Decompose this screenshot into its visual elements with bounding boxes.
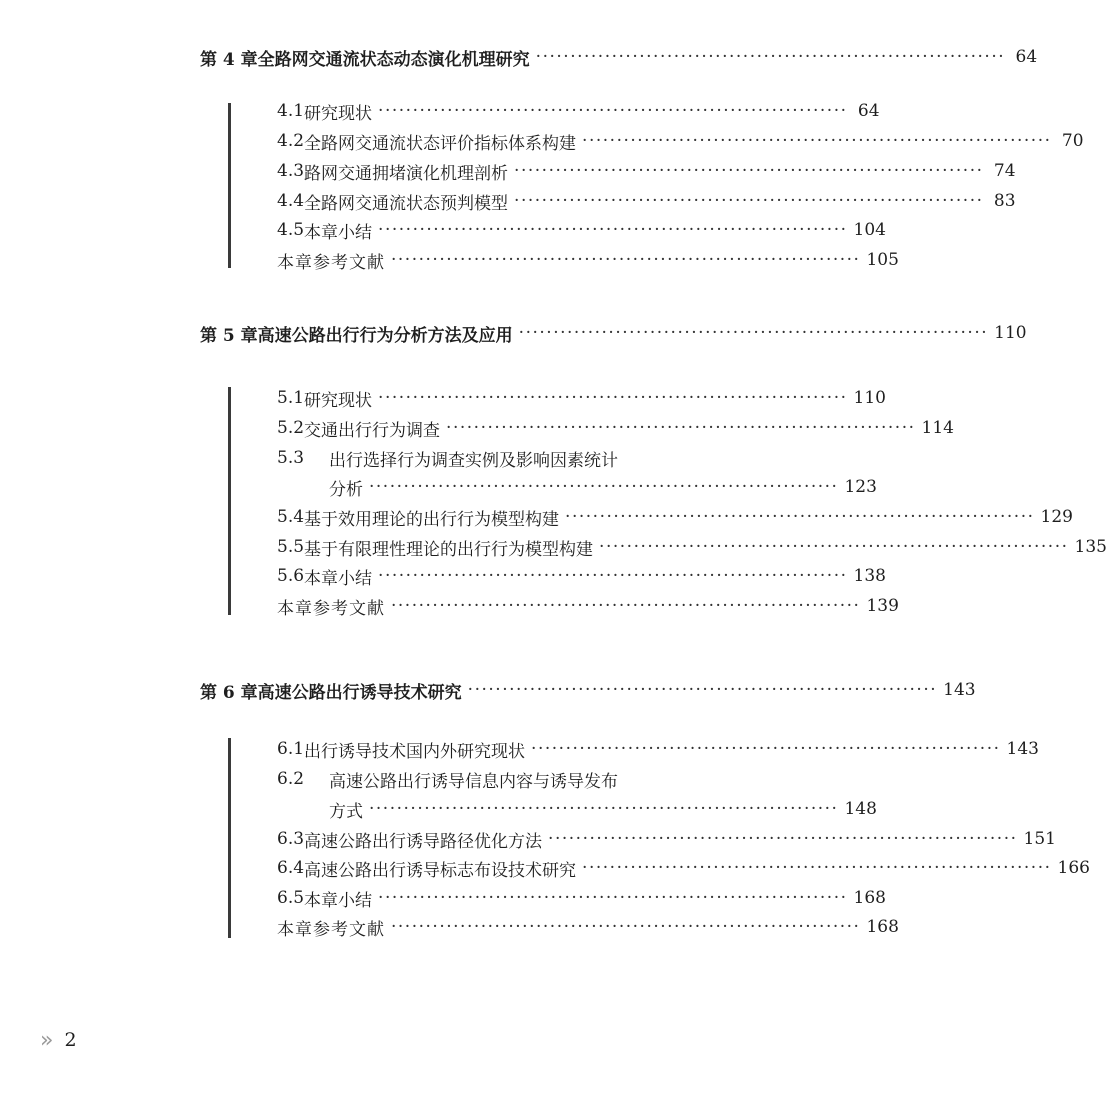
- page-number: 143: [943, 680, 976, 700]
- section-number: 4.5: [277, 220, 305, 240]
- section-number: 5.6: [277, 566, 305, 586]
- toc-entry-continuation[interactable]: [329, 472, 877, 502]
- references-title: 本章参考文献: [277, 252, 385, 273]
- toc-entry[interactable]: [277, 186, 1016, 216]
- leader-dots: ····································································: [391, 250, 861, 270]
- page-number: 139: [866, 596, 899, 616]
- section-number: 6.5: [277, 888, 305, 908]
- toc-entry[interactable]: [277, 156, 1016, 186]
- section-number: 5.5: [277, 537, 305, 557]
- leader-dots: ····································································: [565, 507, 1035, 527]
- toc-entry-references[interactable]: [277, 591, 899, 621]
- section-title: 研究现状: [304, 390, 373, 411]
- toc-entry-first-line[interactable]: [277, 443, 733, 473]
- leader-dots: ····································································: [467, 680, 938, 700]
- toc-entry-first-line[interactable]: [277, 764, 733, 794]
- section-title: 全路网交通流状态评价指标体系构建: [304, 133, 577, 154]
- leader-dots: ····································································: [514, 161, 984, 181]
- chapter-title: 高速公路出行诱导技术研究: [257, 682, 462, 703]
- page-number: 105: [866, 250, 899, 270]
- section-number: 4.4: [277, 191, 305, 211]
- toc-entry[interactable]: [277, 734, 1039, 764]
- section-title: 全路网交通流状态预判模型: [304, 193, 509, 214]
- page-number: 148: [844, 799, 877, 819]
- toc-entry[interactable]: [277, 824, 1056, 854]
- leader-dots: ····································································: [518, 323, 989, 343]
- leader-dots: ····································································: [582, 858, 1052, 878]
- leader-dots: ····································································: [582, 131, 1052, 151]
- toc-entry[interactable]: [277, 561, 886, 591]
- section-title: 研究现状: [304, 103, 373, 124]
- section-number: 5.4: [277, 507, 305, 527]
- section-bar: [228, 103, 231, 268]
- chapter-heading[interactable]: [200, 675, 976, 705]
- section-title: 出行诱导技术国内外研究现状: [304, 741, 526, 762]
- page-number: 83: [993, 191, 1016, 211]
- section-number: 5.2: [277, 418, 305, 438]
- toc-entry[interactable]: [277, 502, 1073, 532]
- page-number: 110: [994, 323, 1027, 343]
- section-number: 4.1: [277, 101, 305, 121]
- section-title: 路网交通拥堵演化机理剖析: [304, 163, 509, 184]
- section-bar: [228, 738, 231, 938]
- chapter-heading[interactable]: [200, 42, 1038, 72]
- page-number: 168: [853, 888, 886, 908]
- references-title: 本章参考文献: [277, 598, 385, 619]
- page-number: 64: [1015, 47, 1038, 67]
- page-number: 143: [1006, 739, 1039, 759]
- section-number: 6.3: [277, 829, 305, 849]
- section-title: 高速公路出行诱导路径优化方法: [304, 831, 543, 852]
- page-number: 123: [844, 477, 877, 497]
- page-number: 70: [1061, 131, 1084, 151]
- toc-entry[interactable]: [277, 853, 1090, 883]
- leader-dots: ····································································: [599, 537, 1069, 557]
- chapter-title: 高速公路出行行为分析方法及应用: [257, 325, 513, 346]
- page-number: 151: [1023, 829, 1056, 849]
- toc-entry-references[interactable]: [277, 245, 899, 275]
- page-number: 135: [1074, 537, 1107, 557]
- chapter-title: 全路网交通流状态动态演化机理研究: [257, 49, 530, 70]
- leader-dots: ····································································: [369, 799, 839, 819]
- page-footer: [40, 1024, 77, 1056]
- toc-entry[interactable]: [277, 413, 954, 443]
- leader-dots: ····································································: [369, 477, 839, 497]
- section-number: 4.3: [277, 161, 305, 181]
- section-title: 出行选择行为调查实例及影响因素统计: [329, 450, 618, 471]
- toc-entry[interactable]: [277, 383, 886, 413]
- section-title: 本章小结: [304, 568, 373, 589]
- leader-dots: ····································································: [378, 220, 848, 240]
- section-title: 基于有限理性理论的出行行为模型构建: [304, 539, 594, 560]
- chapter-number: 第 6 章: [200, 682, 258, 703]
- section-number: 5.1: [277, 388, 305, 408]
- section-number: 6.1: [277, 739, 305, 759]
- page-number: 168: [866, 917, 899, 937]
- section-title: 本章小结: [304, 222, 373, 243]
- page-number: 104: [853, 220, 886, 240]
- toc-entry[interactable]: [277, 96, 880, 126]
- leader-dots: ····································································: [378, 888, 848, 908]
- section-title-continued: 分析: [329, 479, 363, 500]
- leader-dots: ····································································: [391, 917, 861, 937]
- section-title: 高速公路出行诱导信息内容与诱导发布: [329, 771, 618, 792]
- leader-dots: ····································································: [378, 388, 848, 408]
- section-title: 交通出行行为调查: [304, 420, 441, 441]
- section-number: 4.2: [277, 131, 305, 151]
- page-number: 74: [993, 161, 1016, 181]
- chapter-number: 第 5 章: [200, 325, 258, 346]
- references-title: 本章参考文献: [277, 919, 385, 940]
- leader-dots: ····································································: [548, 829, 1018, 849]
- leader-dots: ····································································: [378, 101, 848, 121]
- double-chevron-right-icon: »: [40, 1027, 51, 1053]
- section-title: 基于效用理论的出行行为模型构建: [304, 509, 560, 530]
- chapter-heading[interactable]: [200, 318, 1027, 348]
- leader-dots: ····································································: [391, 596, 861, 616]
- page-number: 114: [921, 418, 954, 438]
- leader-dots: ····································································: [446, 418, 916, 438]
- section-bar: [228, 387, 231, 615]
- leader-dots: ····································································: [378, 566, 848, 586]
- page-number: 110: [853, 388, 886, 408]
- toc-entry-continuation[interactable]: [329, 794, 877, 824]
- leader-dots: ····································································: [514, 191, 984, 211]
- page-number: 138: [853, 566, 886, 586]
- section-title-continued: 方式: [329, 801, 363, 822]
- toc-entry[interactable]: [277, 883, 886, 913]
- page-number: 166: [1057, 858, 1090, 878]
- page-number: 129: [1040, 507, 1073, 527]
- toc-entry[interactable]: [277, 126, 1084, 156]
- section-title: 本章小结: [304, 890, 373, 911]
- section-title: 高速公路出行诱导标志布设技术研究: [304, 860, 577, 881]
- page-number: 64: [857, 101, 880, 121]
- toc-entry[interactable]: [277, 532, 1107, 562]
- folio-page-number: 2: [64, 1029, 77, 1051]
- toc-entry-references[interactable]: [277, 912, 899, 942]
- leader-dots: ····································································: [531, 739, 1001, 759]
- section-number: 5.3: [277, 448, 305, 468]
- section-number: 6.2: [277, 769, 305, 789]
- toc-entry[interactable]: [277, 215, 886, 245]
- chapter-number: 第 4 章: [200, 49, 258, 70]
- leader-dots: ····································································: [535, 47, 1006, 67]
- section-number: 6.4: [277, 858, 305, 878]
